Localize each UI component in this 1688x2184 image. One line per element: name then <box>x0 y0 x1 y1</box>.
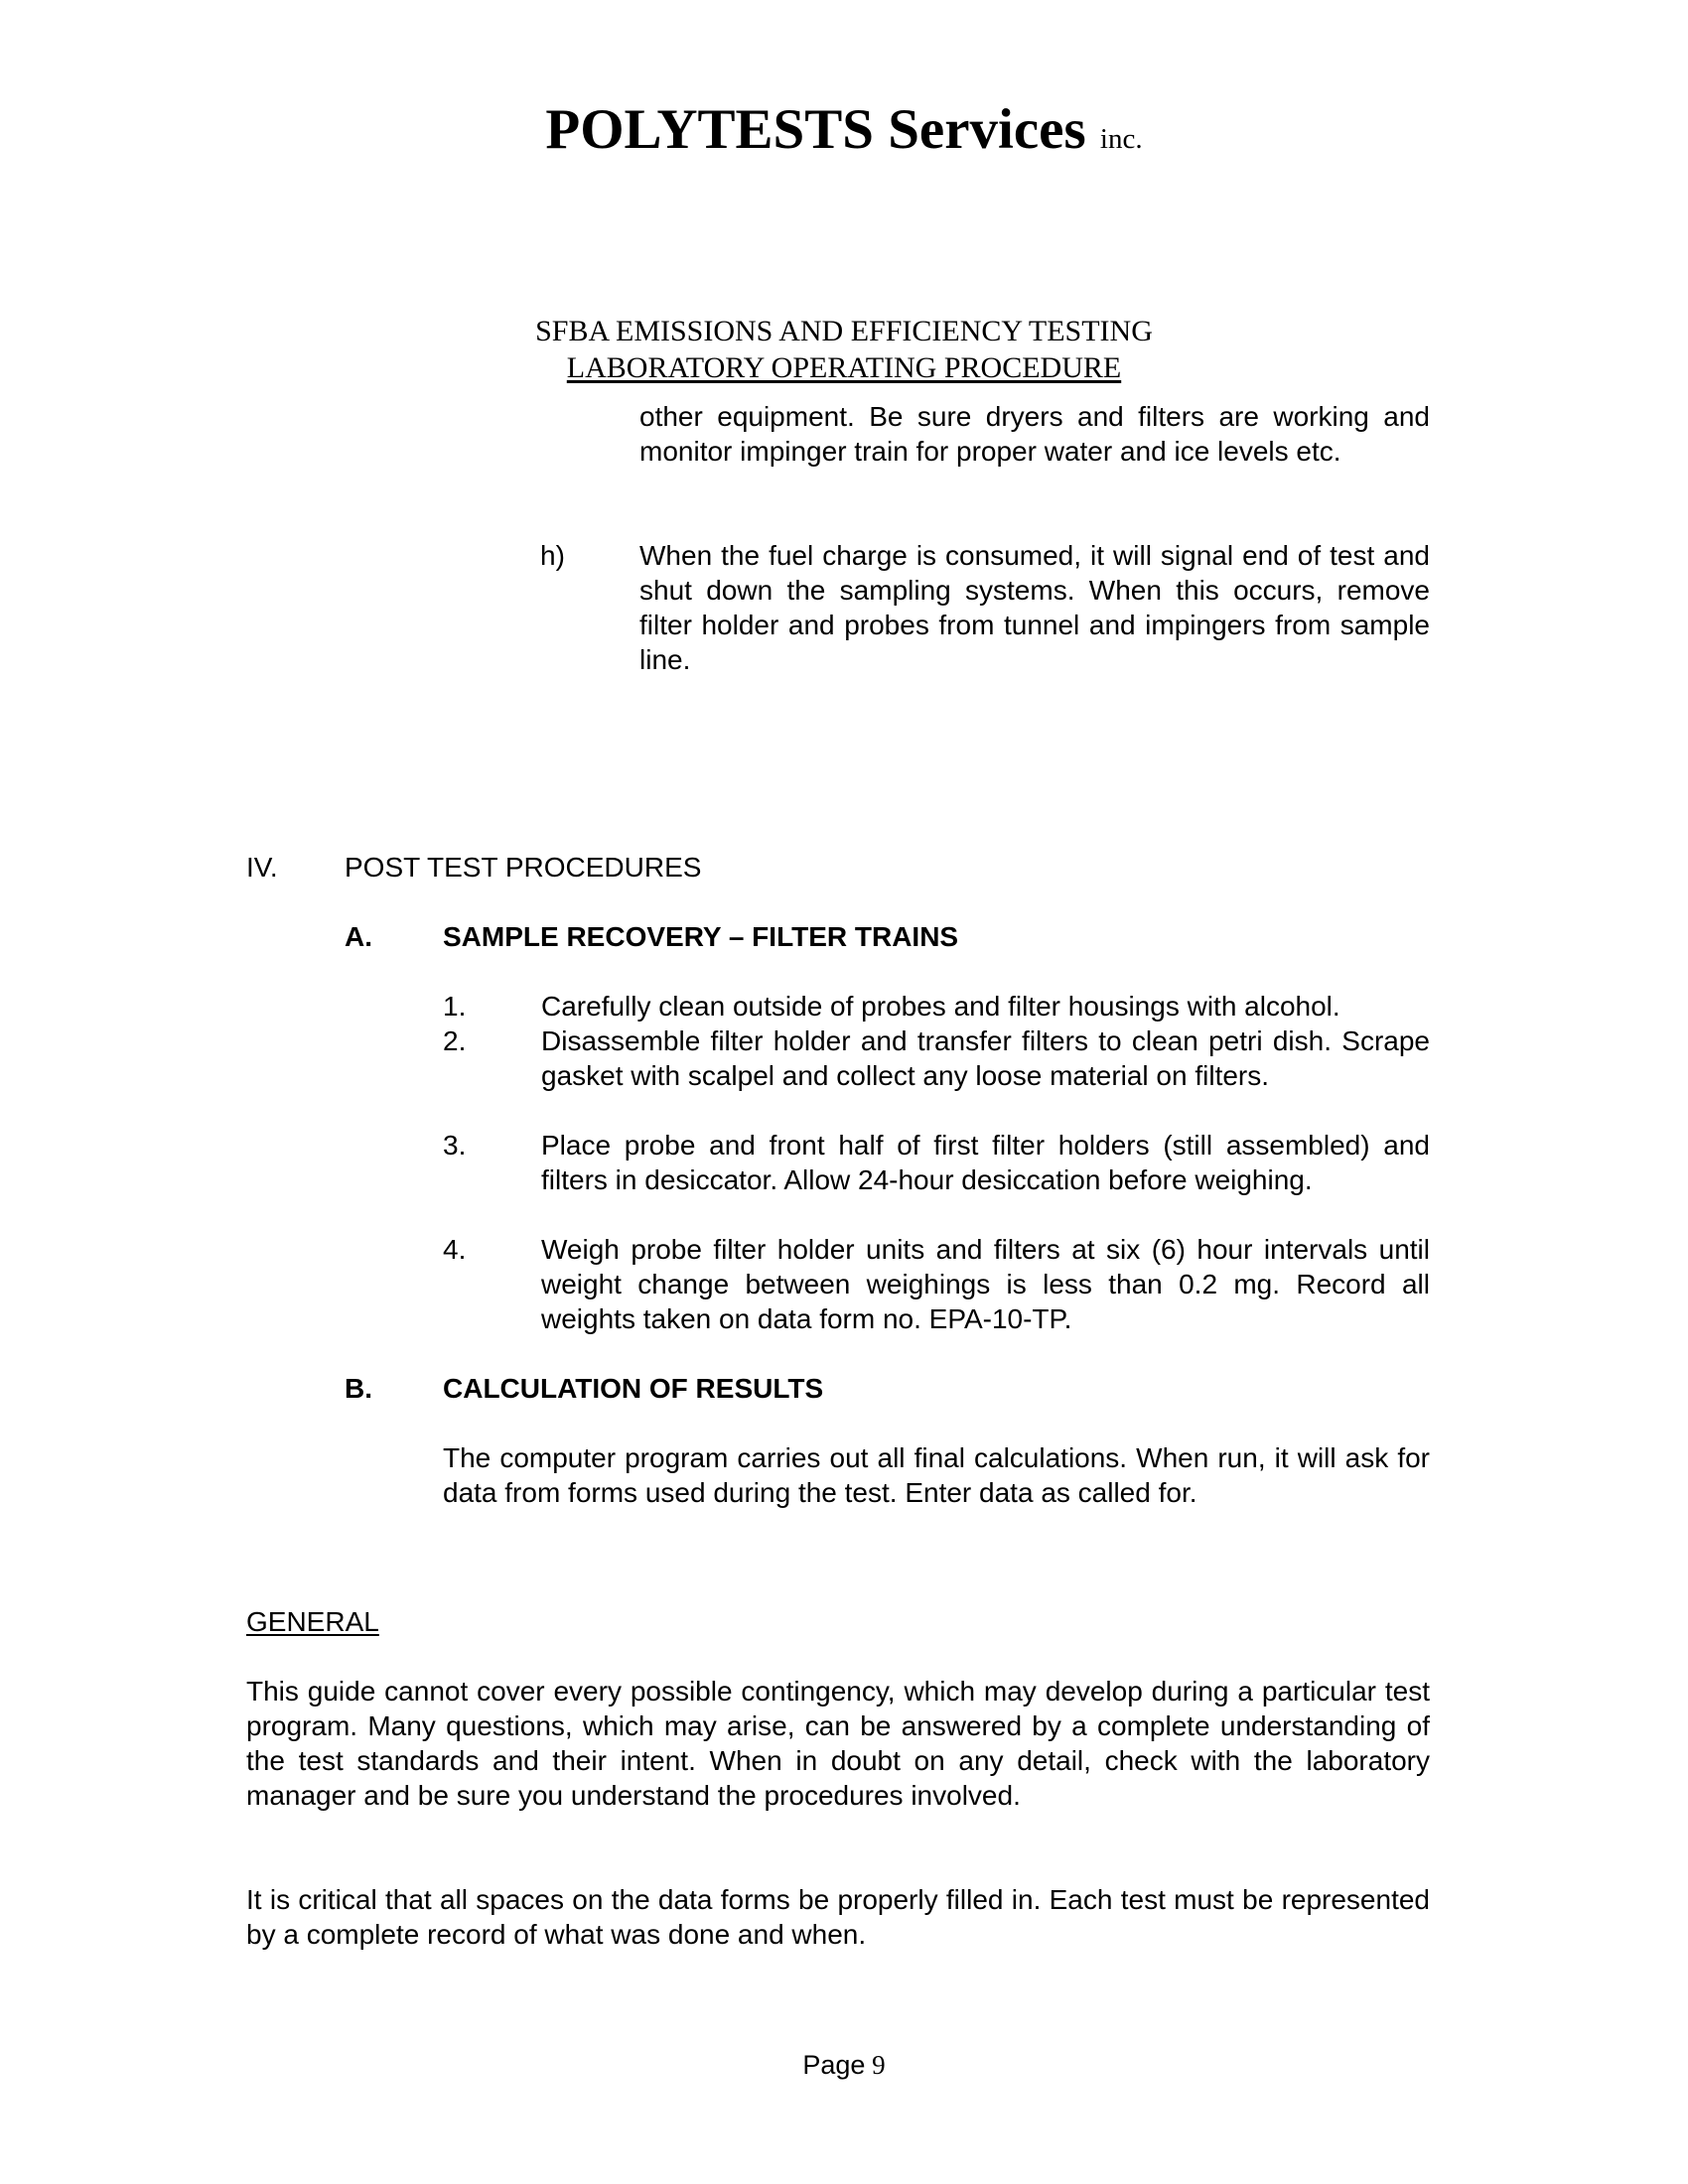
section-iv-number: IV. <box>246 852 278 883</box>
page-number <box>0 2048 1688 2083</box>
list-item-number: 1. <box>443 991 467 1022</box>
list-item-text: Carefully clean outside of probes and filter housings with alcohol. <box>541 991 1340 1022</box>
document-title-line1: SFBA EMISSIONS AND EFFICIENCY TESTING <box>535 315 1153 347</box>
subsection-b-text: The computer program carries out all final calculations. When run, it will ask for data from forms used during the test. Enter data as called for. <box>443 1442 1430 1508</box>
general-heading: GENERAL <box>246 1606 379 1637</box>
general-paragraph-2: It is critical that all spaces on the data forms be properly filled in. Each test must be represented by a complete record of what was done and when. <box>246 1884 1430 1950</box>
list-item-text: Weigh probe filter holder units and filters at six (6) hour intervals until weight change between weighings is less than 0.2 mg. Record all weights taken on data form no. EPA-10-TP. <box>541 1234 1430 1334</box>
step-h-label: h) <box>540 540 565 571</box>
company-suffix: inc. <box>1099 123 1143 155</box>
step-h-text: When the fuel charge is consumed, it will signal end of test and shut down the sampling systems. When this occurs, remove filter holder and probes from tunnel and impingers from sample line. <box>639 540 1430 675</box>
list-item-text: Place probe and front half of first filter holders (still assembled) and filters in desiccator. Allow 24-hour desiccation before weighing. <box>541 1130 1430 1195</box>
page-label: Page <box>802 2050 866 2080</box>
section-iv-title: POST TEST PROCEDURES <box>345 852 702 883</box>
document-title-line2-text: LABORATORY OPERATING PROCEDURE <box>566 351 1122 384</box>
general-paragraph-1: This guide cannot cover every possible contingency, which may develop during a particular test program. Many questions, which may arise, can be answered by a complete understanding of the test standards and their intent. When in doubt on any detail, check with the laboratory manager and be sure you understand the procedures involved. <box>246 1676 1430 1811</box>
subsection-b-title: CALCULATION OF RESULTS <box>443 1373 824 1404</box>
continuation-paragraph: other equipment. Be sure dryers and filters are working and monitor impinger train for proper water and ice levels etc. <box>639 401 1430 467</box>
page-number-value: 9 <box>872 2050 886 2080</box>
list-item-number: 4. <box>443 1234 467 1265</box>
company-name: POLYTESTS Services <box>545 98 1086 161</box>
list-item-number: 2. <box>443 1025 467 1056</box>
list-item-text: Disassemble filter holder and transfer filters to clean petri dish. Scrape gasket with scalpel and collect any loose material on filters. <box>541 1025 1430 1091</box>
subsection-b-letter: B. <box>345 1373 372 1404</box>
subsection-a-letter: A. <box>345 921 372 952</box>
list-item-number: 3. <box>443 1130 467 1160</box>
subsection-a-title: SAMPLE RECOVERY – FILTER TRAINS <box>443 921 959 952</box>
document-title-line2 <box>0 349 1688 387</box>
company-title <box>0 95 1688 174</box>
